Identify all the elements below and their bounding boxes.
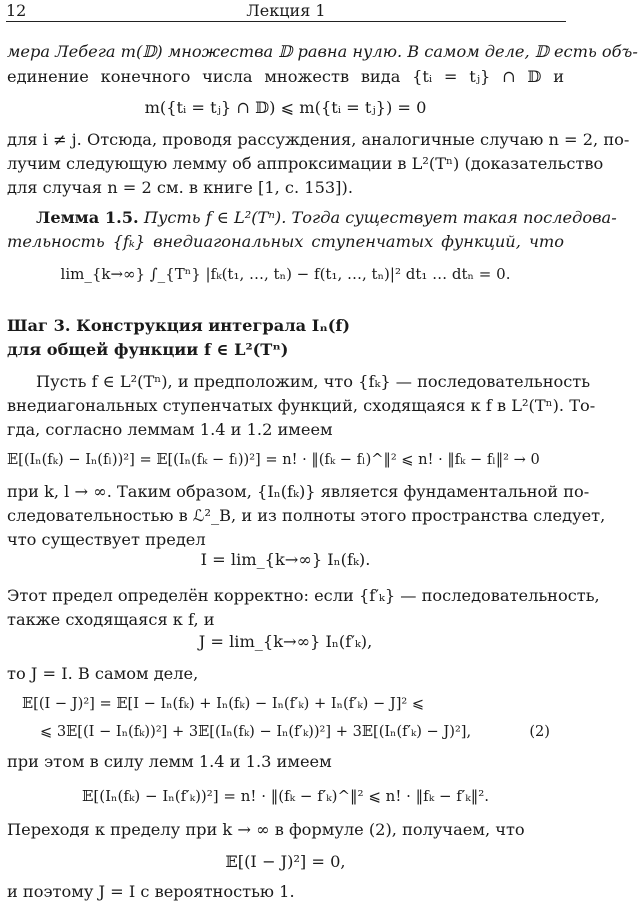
- formula-body: ⩽ 3𝔼[(I − Iₙ(fₖ))²] + 3𝔼[(Iₙ(fₖ) − Iₙ(f′ₖ))²] + 3𝔼[(Iₙ(f′ₖ) − J)²],: [40, 723, 472, 740]
- text-line: также сходящаяся к f, и: [7, 610, 215, 629]
- formula: 𝔼[(Iₙ(fₖ) − Iₙ(fₗ))²] = 𝔼[(Iₙ(fₖ − fₗ))²] = n! · ‖(fₖ − fₗ)^‖² ⩽ n! · ‖fₖ − fₗ‖² → 0: [7, 451, 540, 468]
- text-line: следовательностью в ℒ²_B, и из полноты этого пространства следует,: [7, 506, 606, 525]
- section-heading: Шаг 3. Конструкция интеграла Iₙ(f): [7, 316, 350, 335]
- text-line: Пусть f ∈ L²(Tⁿ), и предположим, что {fₖ} — последовательность: [36, 372, 591, 391]
- formula: lim_{k→∞} ∫_{Tⁿ} |fₖ(t₁, …, tₙ) − f(t₁, …, tₙ)|² dt₁ … dtₙ = 0.: [60, 265, 511, 283]
- text-line: Переходя к пределу при k → ∞ в формуле (2), получаем, что: [7, 820, 525, 839]
- formula: m({tᵢ = tⱼ} ∩ 𝔻) ⩽ m({tᵢ = tⱼ}) = 0: [144, 98, 427, 117]
- section-heading: для общей функции f ∈ L²(Tⁿ): [7, 340, 289, 359]
- text-line: то J = I. В самом деле,: [7, 664, 199, 683]
- lemma-line: [36, 206, 617, 230]
- text-line: для случая n = 2 см. в книге [1, с. 153]).: [7, 178, 353, 197]
- text-line: тельность {fₖ} внедиагональных ступенчатых функций, что: [7, 232, 564, 251]
- header-rule: [6, 21, 566, 22]
- text-line: и поэтому J = I с вероятностью 1.: [7, 882, 295, 901]
- formula: I = lim_{k→∞} Iₙ(fₖ).: [200, 550, 371, 569]
- formula: J = lim_{k→∞} Iₙ(f′ₖ),: [198, 632, 373, 651]
- lemma-title: Лемма 1.5.: [36, 208, 139, 227]
- page-number: 12: [6, 1, 27, 20]
- equation-number: (2): [529, 723, 550, 740]
- text-line: Этот предел определён корректно: если {f′ₖ} — последовательность,: [7, 586, 600, 605]
- text-line: лучим следующую лемму об аппроксимации в L²(Tⁿ) (доказательство: [7, 154, 604, 173]
- formula: 𝔼[(Iₙ(fₖ) − Iₙ(f′ₖ))²] = n! · ‖(fₖ − f′ₖ)^‖² ⩽ n! · ‖fₖ − f′ₖ‖².: [81, 787, 490, 805]
- text-line: что существует предел: [7, 530, 206, 549]
- text-line: при этом в силу лемм 1.4 и 1.3 имеем: [7, 752, 332, 771]
- text-line: мера Лебега m(𝔻) множества 𝔻 равна нулю. В самом деле, 𝔻 есть объ-: [7, 42, 638, 61]
- text-line: при k, l → ∞. Таким образом, {Iₙ(fₖ)} является фундаментальной по-: [7, 482, 590, 501]
- running-title: Лекция 1: [246, 1, 326, 20]
- text-line: единение конечного числа множеств вида {tᵢ = tⱼ} ∩ 𝔻 и: [7, 67, 564, 86]
- formula: 𝔼[(I − J)²] = 𝔼[I − Iₙ(fₖ) + Iₙ(fₖ) − Iₙ(f′ₖ) + Iₙ(f′ₖ) − J]² ⩽: [22, 695, 425, 712]
- lemma-text: Пусть f ∈ L²(Tⁿ). Тогда существует такая последова-: [143, 208, 617, 227]
- text-line: гда, согласно леммам 1.4 и 1.2 имеем: [7, 420, 333, 439]
- formula: [40, 720, 564, 744]
- text-line: для i ≠ j. Отсюда, проводя рассуждения, аналогичные случаю n = 2, по-: [7, 130, 630, 149]
- text-line: внедиагональных ступенчатых функций, сходящаяся к f в L²(Tⁿ). То-: [7, 396, 596, 415]
- formula: 𝔼[(I − J)²] = 0,: [225, 852, 346, 871]
- running-header: [6, 0, 566, 22]
